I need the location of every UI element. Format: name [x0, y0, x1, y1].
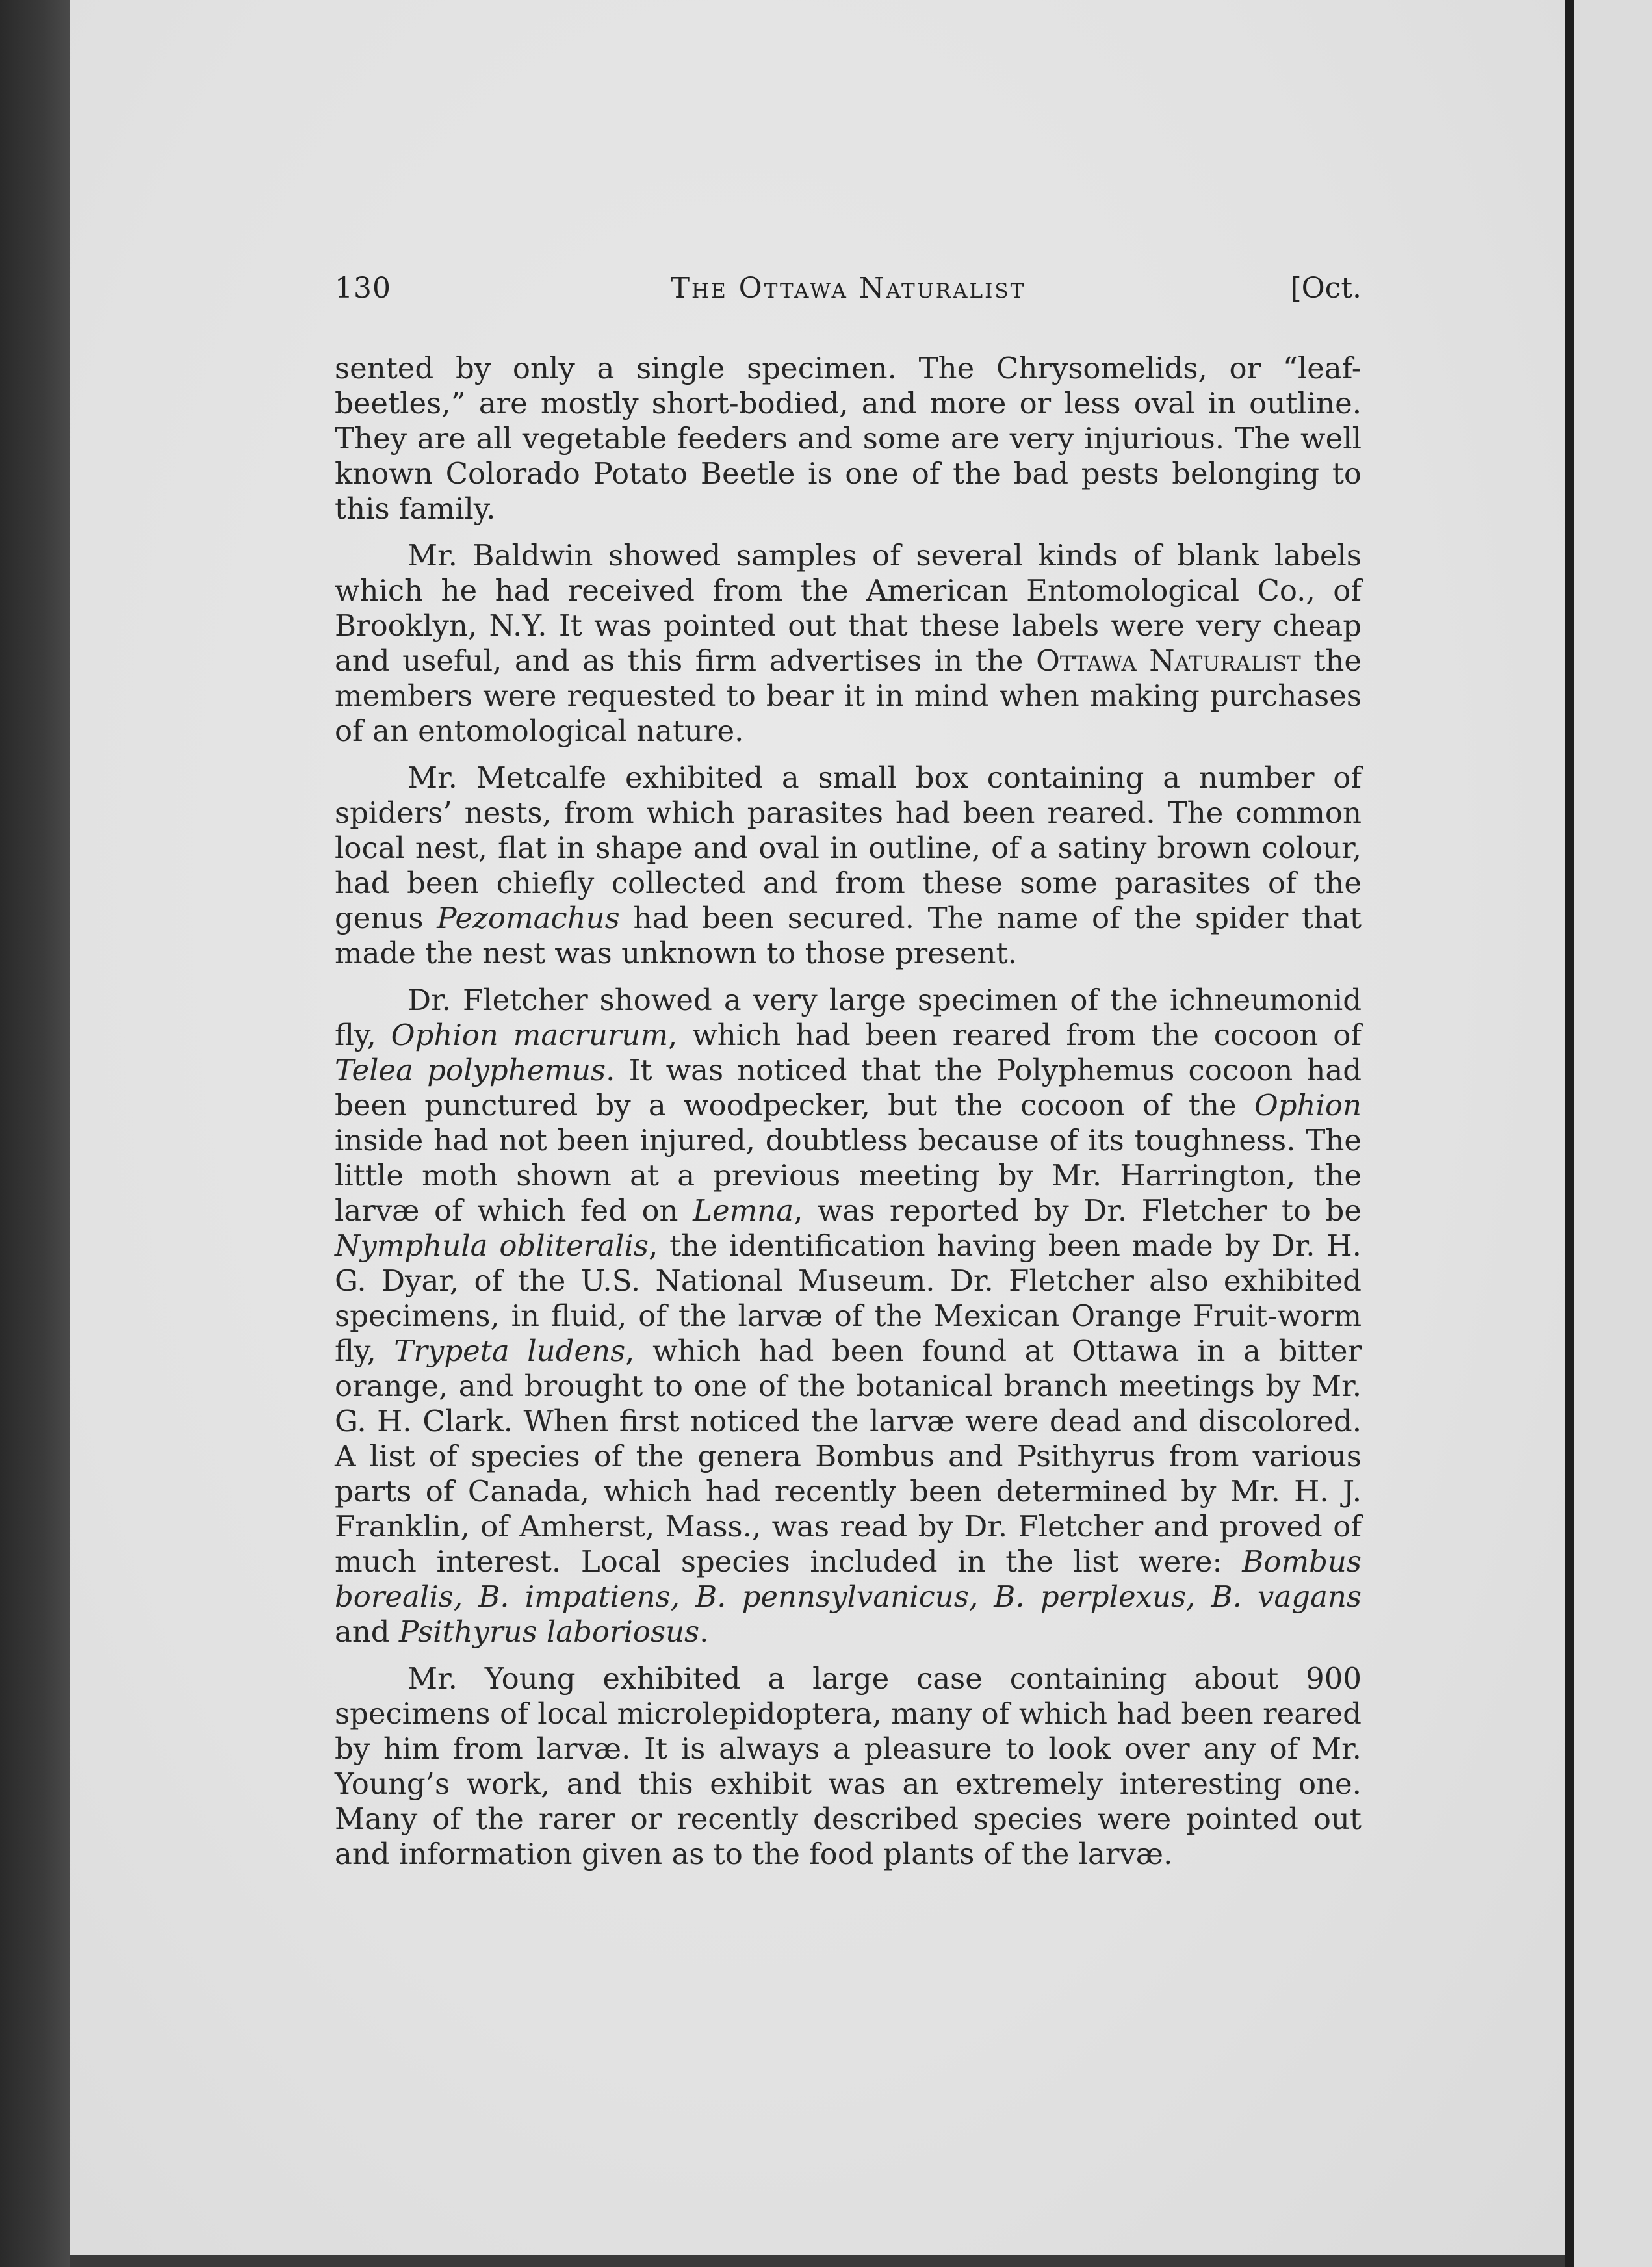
paragraph-text: had been secured. The name of the spider that made the nest was unknown to those present. — [335, 901, 1362, 970]
species-name: Ophion macrurum — [391, 1018, 669, 1052]
paragraph-text: , which had been reared from the cocoon of — [668, 1018, 1362, 1052]
species-list: Bombus borealis, B. impatiens, B. pennsylvanicus, B. perplexus, B. vagans — [335, 1544, 1362, 1614]
paragraph-text: sented by only a single specimen. The Chrysomelids, or “leaf-beetles,” are mostly short-bodied, and more or less oval in outline. They are all vegetable feeders and some are very injurious. The well known Colorado Potato Beetle is one of the bad pests belonging to this family. — [335, 351, 1362, 526]
species-name: Nymphula obliteralis — [335, 1228, 649, 1263]
species-name: Pezomachus — [437, 901, 620, 935]
article-body — [335, 351, 1362, 1884]
paragraph-young-microlepidoptera — [335, 1661, 1362, 1872]
paragraph-text: , which had been found at Ottawa in a bitter orange, and brought to one of the botanical branch meetings by Mr. G. H. Clark. When first noticed the larvæ were dead and discolored. A list of species of the genera Bombus and Psithyrus from various parts of Canada, which had recently been determined by Mr. H. J. Franklin, of Amherst, Mass., was read by Dr. Fletcher and proved of much interest. Local species included in the list were: — [335, 1334, 1362, 1579]
paragraph-metcalfe-nests — [335, 760, 1362, 971]
paragraph-fletcher-specimens — [335, 983, 1362, 1650]
paragraph-text: and — [335, 1614, 399, 1649]
paragraph-text: . It was noticed that the Polyphemus cocoon had been punctured by a woodpecker, but the cocoon of the — [335, 1053, 1362, 1122]
running-header — [335, 272, 1362, 317]
paragraph-text: inside had not been injured, doubtless because of its toughness. The little moth shown at a previous meeting by Mr. Harrington, the larvæ of which fed on — [335, 1123, 1362, 1228]
paragraph-text: , was reported by Dr. Fletcher to be — [794, 1193, 1362, 1228]
paragraph-text: Mr. Baldwin showed samples of several kinds of blank labels which he had received from the American Entomological Co., of Brooklyn, N.Y. It was pointed out that these labels were very cheap and useful, and as this firm advertises in the — [335, 538, 1362, 678]
page-number: 130 — [335, 272, 391, 305]
paragraph-text: the members were requested to bear it in mind when making purchases of an entomological nature. — [335, 643, 1362, 748]
paragraph-baldwin-labels — [335, 538, 1362, 749]
journal-title: The Ottawa Naturalist — [670, 272, 1026, 305]
scan-left-margin — [0, 0, 70, 2267]
journal-name-inline: Ottawa Naturalist — [1036, 643, 1301, 678]
facing-page-edge — [1574, 0, 1652, 2267]
paragraph-text: Mr. Metcalfe exhibited a small box containing a number of spiders’ nests, from which parasites had been reared. The common local nest, flat in shape and oval in outline, of a satiny brown colour, had been chiefly collected and from these some parasites of the genus — [335, 760, 1362, 935]
paragraph-text: Dr. Fletcher showed a very large specimen of the ichneumonid fly, — [335, 983, 1362, 1052]
page-bottom-edge — [70, 2255, 1565, 2267]
paragraph-text: , the identification having been made by Dr. H. G. Dyar, of the U.S. National Museum. Dr. Fletcher also exhibited specimens, in fluid, of the larvæ of the Mexican Orange Fruit-worm fly, — [335, 1228, 1362, 1368]
species-name: Trypeta ludens — [394, 1334, 626, 1368]
paragraph-chrysomelids — [335, 351, 1362, 526]
species-name: Ophion — [1254, 1088, 1362, 1122]
book-gutter — [1565, 0, 1574, 2267]
species-name: Telea polyphemus — [335, 1053, 606, 1087]
issue-month: [Oct. — [1290, 272, 1362, 305]
paragraph-text: Mr. Young exhibited a large case containing about 900 specimens of local microlepidoptera, many of which had been reared by him from larvæ. It is always a pleasure to look over any of Mr. Young’s work, and this exhibit was an extremely interesting one. Many of the rarer or recently described species were pointed out and information given as to the food plants of the larvæ. — [335, 1661, 1362, 1871]
paragraph-text: . — [699, 1614, 709, 1649]
species-name: Psithyrus laboriosus — [398, 1614, 700, 1649]
species-name: Lemna — [693, 1193, 794, 1228]
